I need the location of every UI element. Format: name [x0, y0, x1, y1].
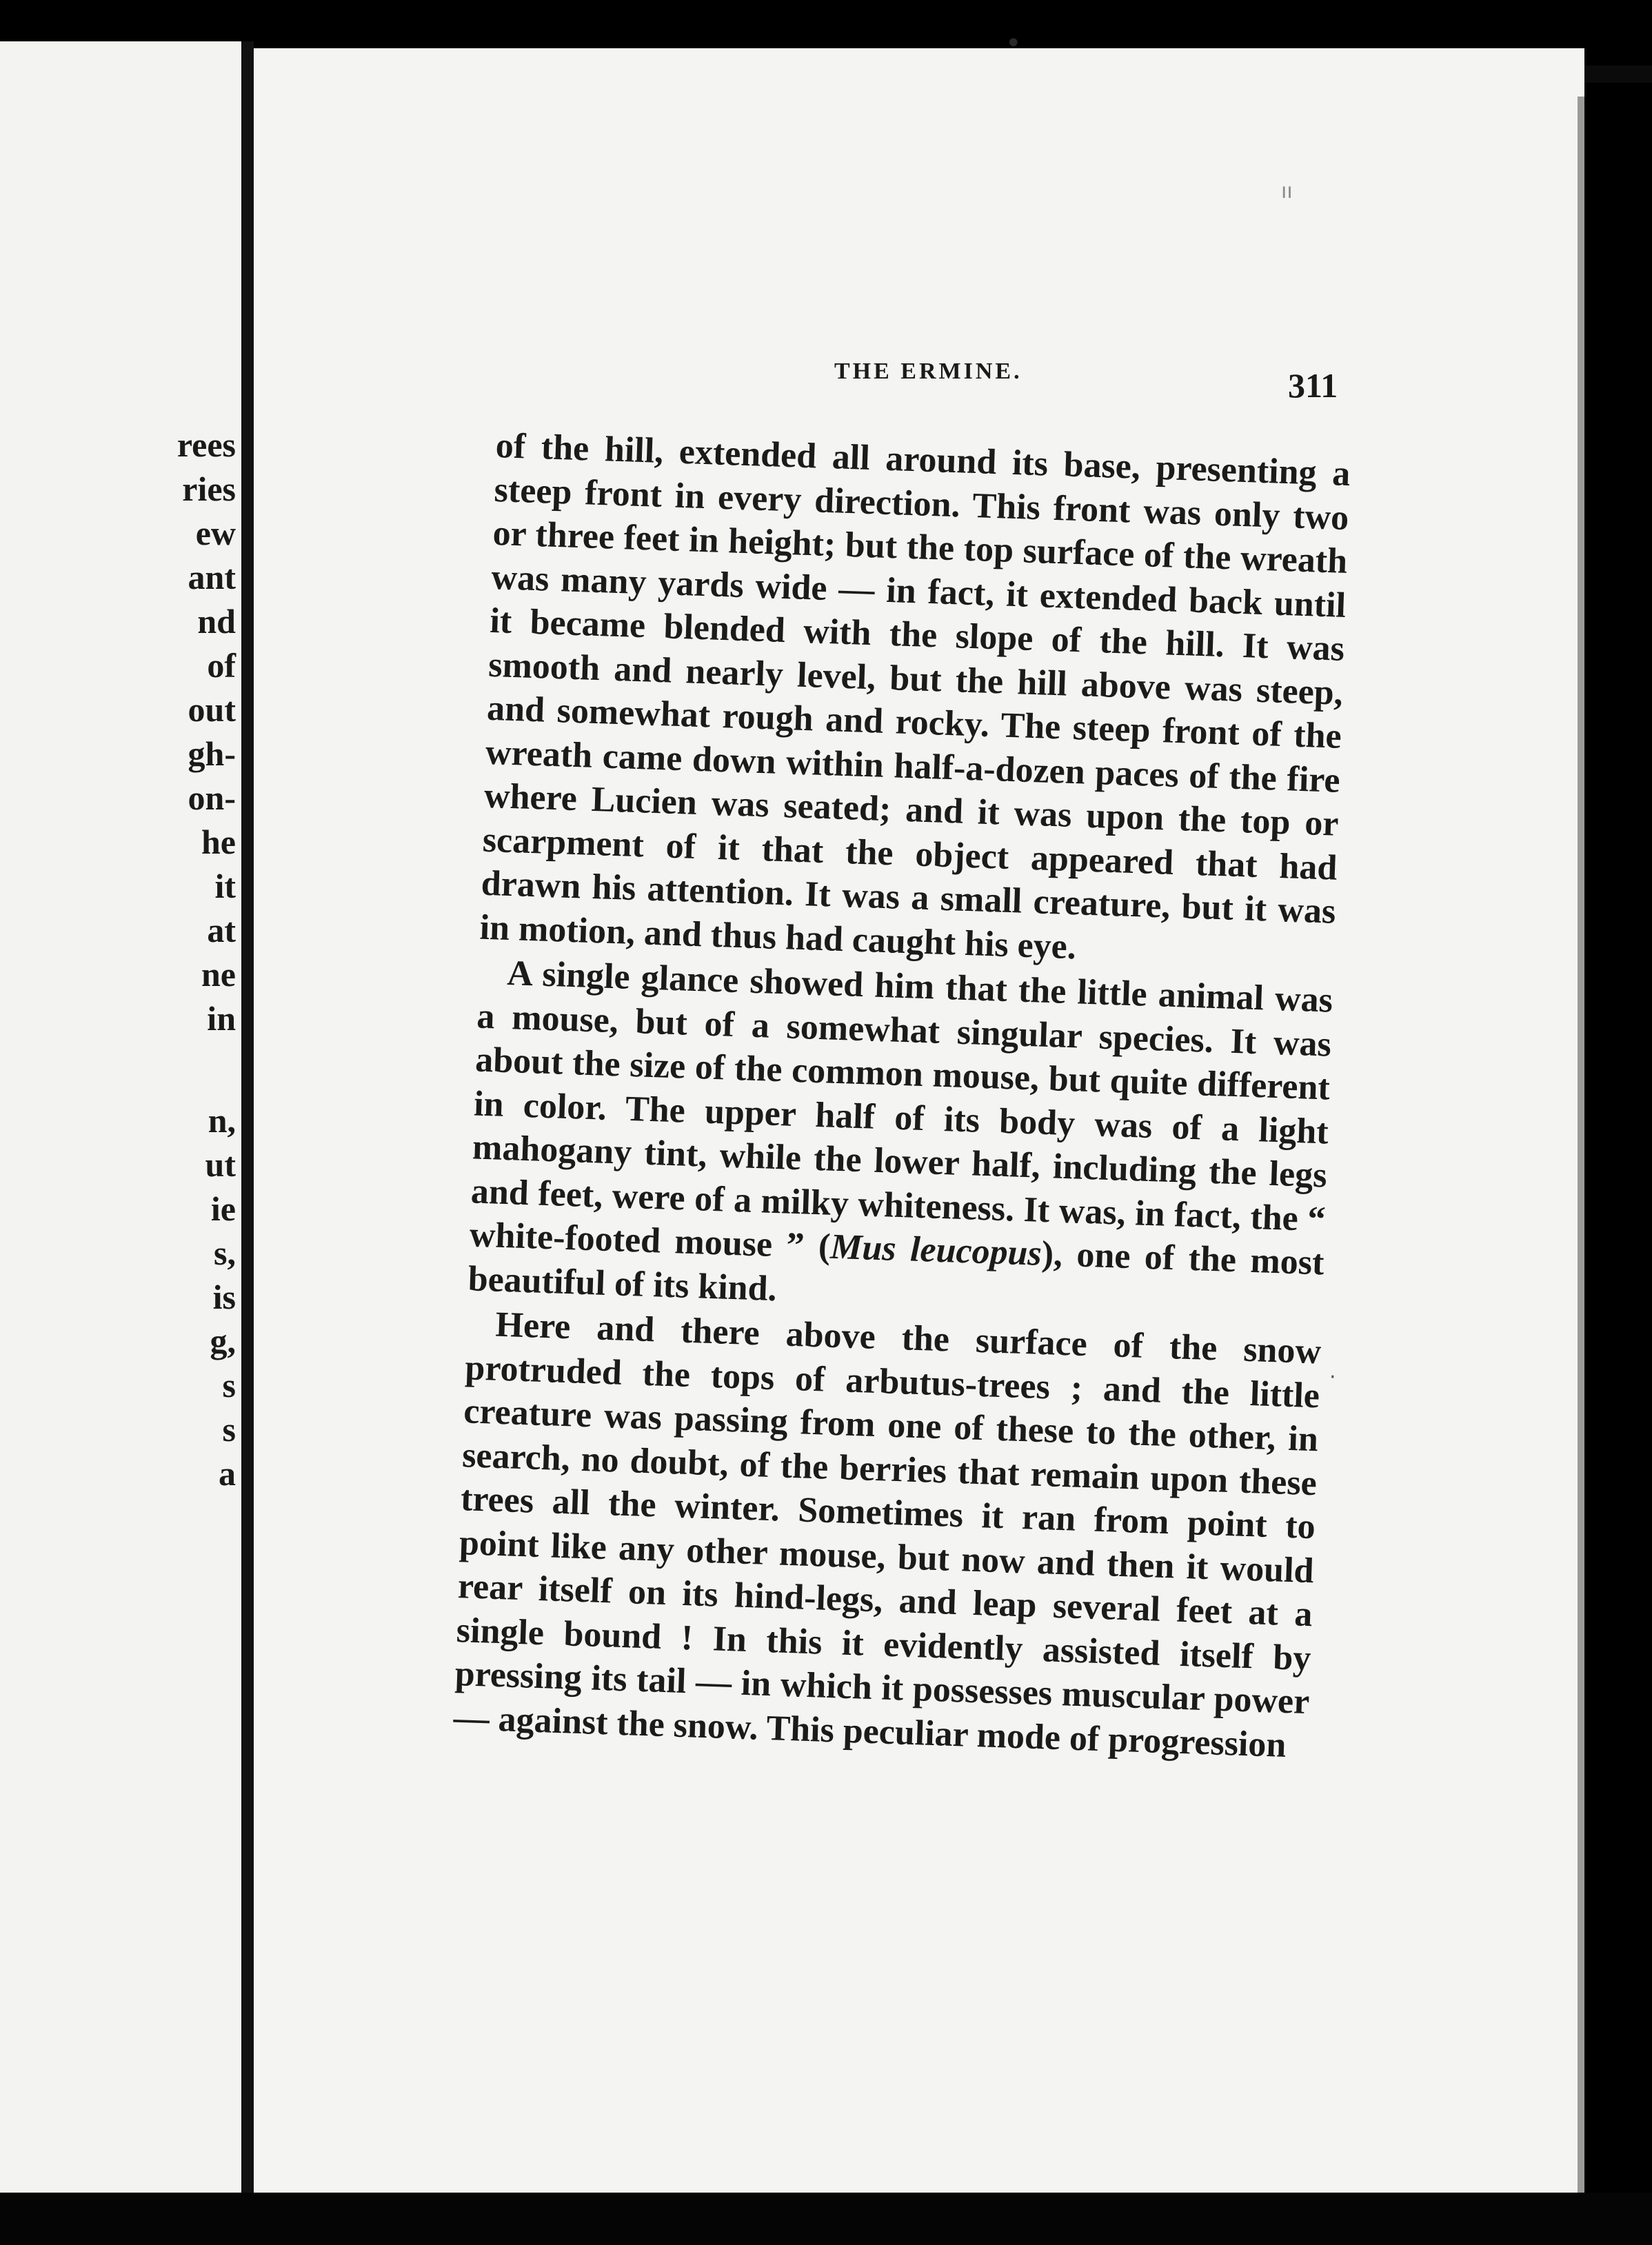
left-page-line-fragment: he — [201, 823, 236, 861]
paragraph: Here and there above the surface of the snow protruded the tops of arbutus-trees ; and the little creature was passing from one of these to the other, in search, no doubt, of the berries that remain upon these trees all the winter. Sometimes it ran from point to point like any other mouse, but now and then it would rear itself on its hind-legs, and leap several feet at a single bound ! In this it evidently assisted itself by pressing its tail — in which it possesses muscular power — against the snow. This peculiar mode of progression — [452, 1305, 1322, 1765]
book-gutter — [241, 41, 254, 2213]
scan-bottom-border — [0, 2193, 1652, 2245]
left-page-line-fragment: ie — [210, 1189, 236, 1228]
left-page-line-fragment: ut — [205, 1145, 236, 1184]
left-page-line-fragment: rees — [177, 425, 236, 464]
left-facing-page — [0, 41, 241, 2213]
left-page-line-fragment: at — [207, 911, 236, 949]
left-page-line-fragment: s — [222, 1366, 236, 1405]
page-number: 311 — [1288, 366, 1338, 405]
left-page-line-fragment: out — [188, 690, 236, 729]
paragraph: of the hill, extended all around its base, presenting a steep front in every direction. This front was only two or three feet in height; but the top surface of the wreath was many yards wide — in fact, it extended back until it became blended with the slope of the hill. It was smooth and nearly level, but the hill above was steep, and somewhat rough and rocky. The steep front of the wreath came down within half-a-dozen paces of the fire where Lucien was seated; and it was upon the top or scarpment of it that the object appeared that had drawn his attention. It was a small creature, but it was in motion, and thus had caught his eye. — [479, 425, 1351, 967]
left-page-line-fragment: on- — [188, 778, 236, 817]
left-page-line-fragment: nd — [197, 602, 236, 641]
left-page-line-fragment: ant — [188, 558, 236, 596]
left-page-line-fragment: n, — [208, 1101, 236, 1140]
scan-right-border — [1584, 83, 1652, 2206]
paragraph-text: A single glance showed him that the little animal was a mouse, but of a somewhat singular species. It was about the size of the common mouse, but quite different in color. The upper half of its body was of a light mahogany tint, while the lower half, including the legs and feet, were of a milky whiteness. It was, in fact, the “ white-footed mouse ” ( — [469, 953, 1333, 1267]
left-page-line-fragment: ew — [195, 514, 236, 552]
left-page-line-fragment: ries — [182, 470, 236, 508]
paragraph-text: ), one of the most beautiful of its kind. — [467, 1234, 1325, 1309]
left-page-line-fragment: s, — [214, 1234, 236, 1272]
body-text — [453, 424, 1351, 1768]
scan-speck: ıı — [1281, 179, 1293, 203]
species-name-italic: Mus leucopus — [829, 1227, 1042, 1273]
left-page-line-fragment: a — [219, 1454, 236, 1493]
scan-speck: · — [1329, 1365, 1336, 1389]
page-edge — [1578, 97, 1584, 2193]
left-page-line-fragment: ne — [201, 955, 236, 994]
running-head: THE ERMINE. — [834, 359, 1023, 384]
left-page-line-fragment: in — [207, 999, 236, 1038]
left-page-line-fragment: is — [212, 1278, 236, 1316]
left-page-line-fragment: gh- — [188, 734, 236, 773]
left-page-line-fragment: s — [222, 1410, 236, 1449]
left-page-line-fragment: it — [214, 867, 236, 905]
scan-speck: • — [1005, 28, 1022, 59]
left-page-line-fragment: of — [207, 646, 236, 685]
paragraph — [467, 951, 1333, 1329]
left-page-line-fragment: g, — [210, 1322, 236, 1360]
